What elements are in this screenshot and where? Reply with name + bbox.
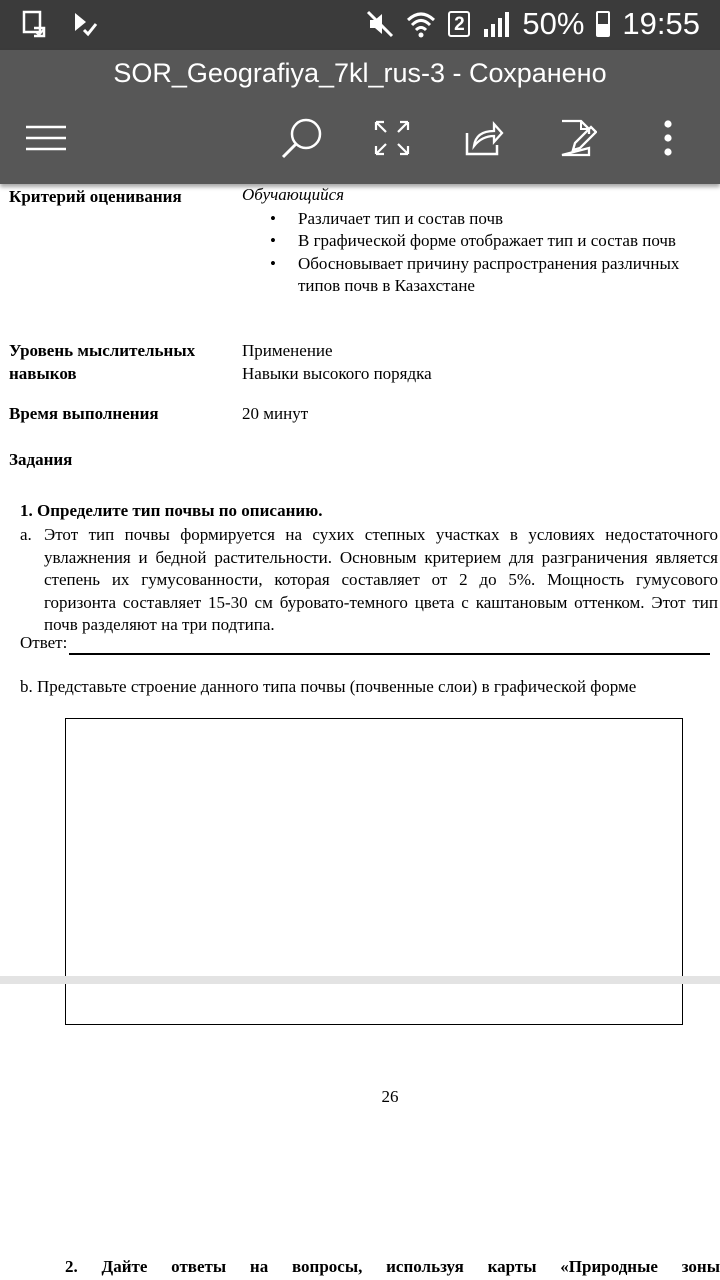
fullscreen-button[interactable]: [364, 110, 420, 166]
more-vertical-icon: [663, 120, 673, 156]
battery-percent: 50%: [522, 6, 585, 41]
task2-word: вопросы,: [291, 1257, 363, 1276]
share-button[interactable]: [456, 110, 512, 166]
document-title: SOR_Geografiya_7kl_rus-3 - Сохранено: [113, 58, 607, 88]
download-complete-icon: [72, 10, 98, 38]
thinking-level-item: Применение: [242, 341, 333, 360]
criteria-item: • Различает тип и состав почв: [242, 208, 712, 231]
tasks-heading: Задания: [9, 450, 73, 469]
edit-document-icon: [559, 118, 597, 158]
battery-icon: [596, 11, 610, 37]
menu-button[interactable]: [18, 110, 74, 166]
criteria-list: [242, 208, 712, 298]
task2-word: 2.: [65, 1257, 78, 1276]
task1-number: 1.: [20, 501, 33, 520]
hamburger-icon: [25, 124, 67, 152]
criteria-label: Критерий оценивания: [9, 187, 182, 206]
task2-word: используя: [386, 1257, 464, 1276]
task2-word: карты: [487, 1257, 537, 1276]
task1-title: [20, 500, 322, 523]
task1-title-text: Определите тип почвы по описанию.: [37, 501, 323, 520]
task1-part-a-text: Этот тип почвы формируется на сухих степных участках в условиях недостаточного увлажнения и бедной растительности. Основным критерием для разграничения является степень их гумусованности, которая составляет от 2 до 5%. Мощность гумусового горизонта составляет 15-30 см буровато-темного цвета с каштановым оттенком. Этот тип почв разделяют на три подтипа.: [44, 525, 718, 634]
task2-word: Дайте: [101, 1257, 148, 1276]
thinking-level-label: Уровень мыслительных навыков: [9, 341, 196, 383]
criteria-value: [242, 184, 712, 298]
clock: 19:55: [622, 6, 700, 41]
task2-word: зоны: [681, 1257, 720, 1276]
task1-part-a-letter: a.: [20, 525, 32, 544]
share-icon: [464, 119, 504, 157]
page-separator: [0, 976, 720, 984]
criteria-item: • Обосновывает причину распространения различных типов почв в Казахстане: [242, 253, 712, 298]
wifi-icon: [406, 10, 436, 38]
task2-word: ответы: [171, 1257, 227, 1276]
answer-blank: [69, 638, 710, 655]
thinking-level-item: Навыки высокого порядка: [242, 363, 432, 383]
page-number: 26: [381, 1087, 399, 1106]
criteria-item: • В графической форме отображает тип и состав почв: [242, 230, 712, 253]
more-options-button[interactable]: [640, 110, 696, 166]
screenshot-notification-icon: [22, 10, 46, 38]
criteria-subject: Обучающийся: [242, 185, 345, 204]
task1-part-b: b. Представьте строение данного типа почвы (почвенные слои) в графической форме: [20, 677, 637, 696]
status-bar: [0, 0, 720, 50]
signal-icon: [482, 11, 510, 37]
expand-icon: [374, 120, 410, 156]
mute-icon: [366, 10, 394, 38]
thinking-level-value: [242, 340, 712, 385]
answer-line: [20, 632, 710, 655]
search-icon: [279, 115, 325, 161]
app-bar: [0, 50, 720, 184]
task2-word: на: [249, 1257, 269, 1276]
time-label: Время выполнения: [9, 404, 159, 423]
answer-label: Ответ:: [20, 633, 68, 652]
search-button[interactable]: [274, 110, 330, 166]
edit-button[interactable]: [550, 110, 606, 166]
task1-part-a: [20, 524, 718, 637]
sim-slot-icon: 2: [448, 11, 470, 37]
task2-heading: [65, 1256, 720, 1279]
time-value: 20 минут: [242, 404, 309, 423]
task2-word: «Природные: [560, 1257, 658, 1276]
